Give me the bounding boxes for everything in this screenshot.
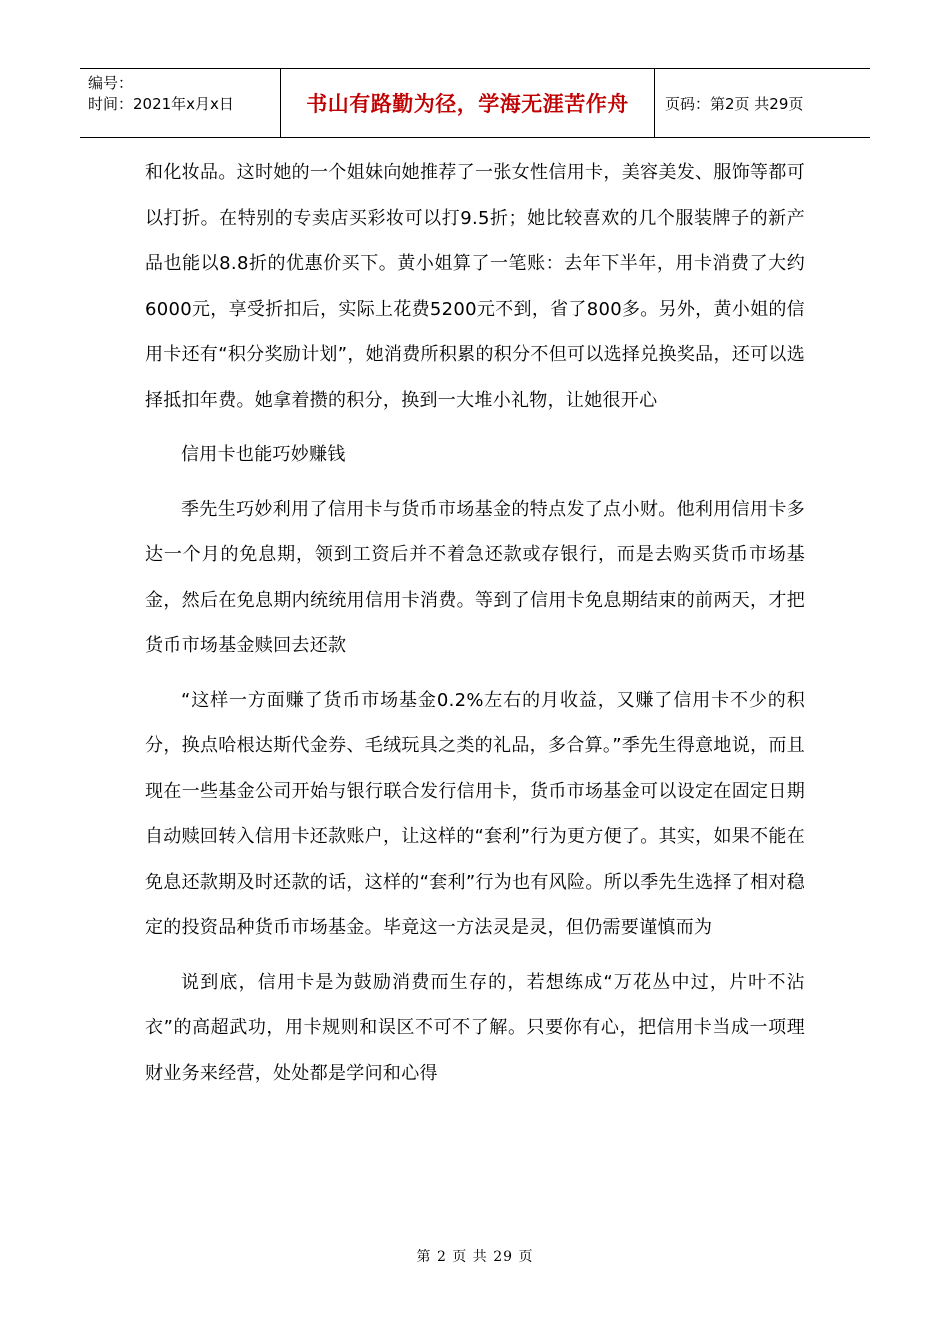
number-label: 编号： — [88, 74, 134, 92]
header-meta — [80, 69, 281, 137]
header-motto: 书山有路勤为径，学海无涯苦作舟 — [281, 69, 655, 137]
header-page-info: 页码：第2页 共29页 — [665, 94, 804, 113]
section-heading: 信用卡也能巧妙赚钱 — [181, 444, 346, 465]
date-line: 时间：2021年x月x日 — [88, 95, 234, 113]
page-footer: 第 2 页 共 29 页 — [416, 1249, 534, 1265]
body-paragraph: 说到底，信用卡是为鼓励消费而生存的，若想练成“万花丛中过，片叶不沾衣”的高超武功，用卡规则和误区不可不了解。只要你有心，把信用卡当成一项理财业务来经营，处处都是学问和心得 — [145, 971, 805, 1084]
document-body — [145, 150, 805, 1096]
body-paragraph: 和化妆品。这时她的一个姐妹向她推荐了一张女性信用卡，美容美发、服饰等都可以打折。在特别的专卖店买彩妆可以打9.5折；她比较喜欢的几个服装牌子的新产品也能以8.8折的优惠价买下。黄小姐算了一笔账：去年下半年，用卡消费了大约6000元，享受折扣后，实际上花费5200元不到，省了800多。另外，黄小姐的信用卡还有“积分奖励计划”，她消费所积累的积分不但可以选择兑换奖品，还可以选择抵扣年费。她拿着攒的积分，换到一大堆小礼物，让她很开心 — [145, 162, 805, 411]
body-paragraph: 季先生巧妙利用了信用卡与货币市场基金的特点发了点小财。他利用信用卡多达一个月的免息期，领到工资后并不着急还款或存银行，而是去购买货币市场基金，然后在免息期内统统用信用卡消费。等到了信用卡免息期结束的前两天，才把货币市场基金赎回去还款 — [145, 498, 805, 656]
document-header — [80, 68, 870, 138]
body-paragraph: “这样一方面赚了货币市场基金0.2%左右的月收益，又赚了信用卡不少的积分，换点哈根达斯代金券、毛绒玩具之类的礼品，多合算。”季先生得意地说，而且现在一些基金公司开始与银行联合发行信用卡，货币市场基金可以设定在固定日期自动赎回转入信用卡还款账户，让这样的“套利”行为更方便了。其实，如果不能在免息还款期及时还款的话，这样的“套利”行为也有风险。所以季先生选择了相对稳定的投资品种货币市场基金。毕竟这一方法灵是灵，但仍需要谨慎而为 — [145, 689, 805, 938]
